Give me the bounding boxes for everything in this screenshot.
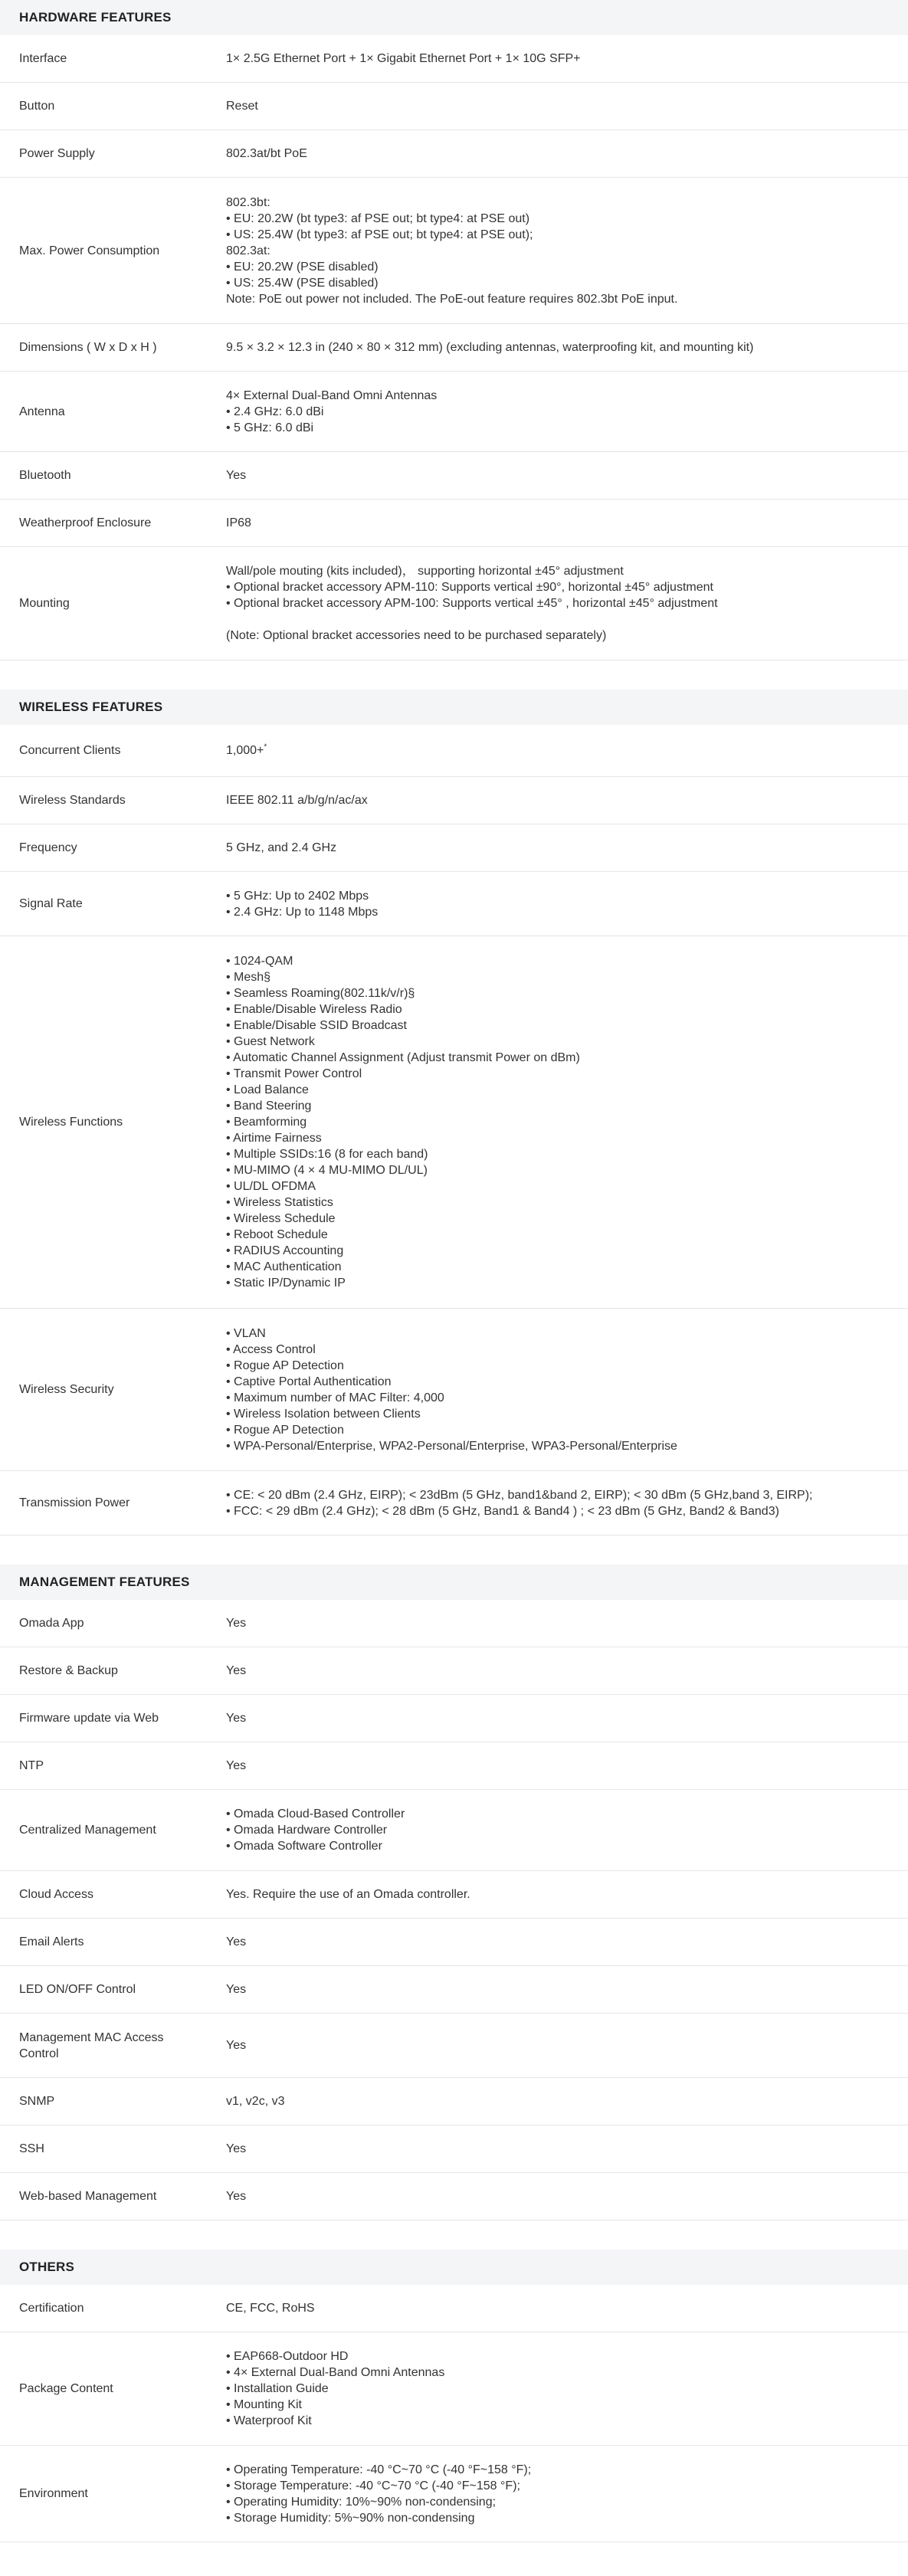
spec-value-line: 5 GHz, and 2.4 GHz [226, 841, 337, 854]
spec-label: Concurrent Clients [19, 744, 121, 757]
spec-row [0, 1695, 908, 1742]
spec-value-line: 802.3at/bt PoE [226, 147, 307, 160]
spec-value [226, 2141, 908, 2157]
section-hardware [0, 0, 908, 660]
section-title: WIRELESS FEATURES [0, 690, 908, 725]
spec-value-line: v1, v2c, v3 [226, 2095, 285, 2108]
spec-value-line: • UL/DL OFDMA [226, 1180, 316, 1193]
spec-value-line: Reset [226, 100, 258, 113]
spec-label: Certification [19, 2302, 84, 2315]
spec-label: Management MAC Access Control [19, 2030, 164, 2060]
spec-value [226, 953, 908, 1291]
spec-value-line: • MU-MIMO (4 × 4 MU-MIMO DL/UL) [226, 1164, 428, 1177]
spec-row [0, 1309, 908, 1471]
spec-label: Frequency [19, 841, 77, 854]
spec-value-line: Yes. Require the use of an Omada controller. [226, 1888, 470, 1901]
spec-value-line: • FCC: < 29 dBm (2.4 GHz); < 28 dBm (5 GHz, Band1 & Band4 ) ; < 23 dBm (5 GHz, Band2 & Band3) [226, 1504, 779, 1518]
spec-value [226, 2093, 908, 2109]
spec-label: Bluetooth [19, 469, 71, 482]
section-management [0, 1565, 908, 2220]
spec-value-text: 1,000+ [226, 744, 264, 757]
spec-value-line: • Operating Temperature: -40 °C~70 °C (-40 °F~158 °F); [226, 2463, 532, 2476]
spec-label: Power Supply [19, 147, 95, 160]
spec-value [226, 467, 908, 483]
spec-row [0, 2078, 908, 2125]
spec-value-line: IEEE 802.11 a/b/g/n/ac/ax [226, 794, 368, 807]
spec-value [226, 792, 908, 808]
spec-table [0, 35, 908, 660]
spec-label: Weatherproof Enclosure [19, 516, 152, 529]
spec-label: Mounting [19, 597, 70, 610]
spec-value-line: • 5 GHz: Up to 2402 Mbps [226, 889, 369, 903]
spec-value [226, 1934, 908, 1950]
spec-value-line: • Mesh§ [226, 971, 271, 984]
spec-label: NTP [19, 1759, 44, 1772]
spec-value-line: Yes [226, 2039, 247, 2052]
spec-value [226, 2037, 908, 2053]
spec-value-line: • Omada Software Controller [226, 1840, 382, 1853]
spec-label: SSH [19, 2142, 44, 2155]
spec-value-line: • Load Balance [226, 1083, 309, 1096]
spec-value-line: • Transmit Power Control [226, 1067, 362, 1080]
spec-value-line: • Omada Hardware Controller [226, 1824, 388, 1837]
spec-row [0, 1600, 908, 1647]
spec-value-line: 802.3bt: [226, 195, 270, 209]
spec-row [0, 872, 908, 936]
spec-row [0, 777, 908, 824]
spec-table [0, 2285, 908, 2542]
spec-value-line: • MAC Authentication [226, 1260, 342, 1273]
spec-row [0, 500, 908, 547]
spec-value-line: • Omada Cloud-Based Controller [226, 1807, 405, 1821]
spec-row [0, 2014, 908, 2078]
spec-value-line: • Maximum number of MAC Filter: 4,000 [226, 1391, 444, 1404]
spec-value-line: IP68 [226, 516, 251, 529]
spec-row [0, 1790, 908, 1871]
spec-value-line: Wall/pole mouting (kits included)， supporting horizontal ±45° adjustment [226, 565, 624, 578]
spec-row [0, 2173, 908, 2220]
spec-value [226, 388, 908, 436]
spec-label: Centralized Management [19, 1824, 156, 1837]
spec-value-line: • EAP668-Outdoor HD [226, 2350, 349, 2363]
spec-value-line: • Guest Network [226, 1035, 315, 1048]
spec-value [226, 840, 908, 856]
spec-row [0, 936, 908, 1309]
section-title: OTHERS [0, 2250, 908, 2285]
spec-value-line: • RADIUS Accounting [226, 1244, 344, 1257]
section-gap [0, 2220, 908, 2250]
spec-label: Interface [19, 52, 67, 65]
spec-value-line: • Access Control [226, 1342, 316, 1356]
spec-label: Antenna [19, 405, 65, 418]
spec-value-line: • Installation Guide [226, 2382, 329, 2395]
spec-value-line: • Rogue AP Detection [226, 1358, 344, 1372]
spec-row [0, 1871, 908, 1919]
spec-value-line: • CE: < 20 dBm (2.4 GHz, EIRP); < 23dBm (5 GHz, band1&band 2, EIRP); < 30 dBm (5 GHz,band 3, EIRP); [226, 1488, 813, 1502]
spec-value [226, 1326, 908, 1454]
spec-value-line: • Storage Humidity: 5%~90% non-condensing [226, 2511, 475, 2525]
spec-value-line: 4× External Dual-Band Omni Antennas [226, 388, 438, 402]
spec-row [0, 1742, 908, 1790]
spec-label: Max. Power Consumption [19, 244, 160, 257]
spec-label: Email Alerts [19, 1935, 84, 1948]
spec-row [0, 1966, 908, 2014]
spec-value-line: • Automatic Channel Assignment (Adjust transmit Power on dBm) [226, 1051, 580, 1064]
spec-value-line: • US: 25.4W (bt type3: af PSE out; bt type4: at PSE out); [226, 228, 533, 241]
spec-value-line: 1× 2.5G Ethernet Port + 1× Gigabit Ethernet Port + 1× 10G SFP+ [226, 52, 581, 65]
spec-table [0, 1600, 908, 2220]
spec-value [226, 146, 908, 162]
spec-value-line: • Rogue AP Detection [226, 1423, 344, 1437]
spec-label: Wireless Standards [19, 794, 126, 807]
spec-row [0, 547, 908, 660]
spec-value-line: Note: PoE out power not included. The PoE-out feature requires 802.3bt PoE input. [226, 292, 678, 306]
spec-value [226, 1886, 908, 1903]
spec-value [226, 888, 908, 920]
spec-value-line: • Optional bracket accessory APM-110: Supports vertical ±90°, horizontal ±45° adjustment [226, 581, 713, 594]
spec-value [226, 1615, 908, 1631]
spec-value [226, 1758, 908, 1774]
spec-value [226, 339, 908, 356]
spec-value [226, 1710, 908, 1726]
spec-value-line: Yes [226, 1983, 247, 1996]
spec-value-line: Yes [226, 1712, 247, 1725]
spec-value [226, 1981, 908, 1998]
spec-value-line: • WPA-Personal/Enterprise, WPA2-Personal/Enterprise, WPA3-Personal/Enterprise [226, 1439, 677, 1453]
spec-value-line: • 2.4 GHz: Up to 1148 Mbps [226, 905, 379, 919]
spec-value-line: • 5 GHz: 6.0 dBi [226, 421, 314, 434]
spec-row [0, 372, 908, 452]
spec-row [0, 1919, 908, 1966]
spec-value-line: • Wireless Isolation between Clients [226, 1407, 421, 1421]
spec-label: Wireless Security [19, 1383, 114, 1396]
spec-value-line: • Beamforming [226, 1116, 307, 1129]
spec-label: Dimensions ( W x D x H ) [19, 341, 157, 354]
spec-value-line: (Note: Optional bracket accessories need to be purchased separately) [226, 629, 607, 642]
spec-label: Omada App [19, 1617, 84, 1630]
spec-value-line: • Operating Humidity: 10%~90% non-condensing; [226, 2495, 497, 2509]
spec-value-line: • 4× External Dual-Band Omni Antennas [226, 2366, 445, 2379]
spec-row [0, 1647, 908, 1695]
spec-row [0, 824, 908, 872]
spec-value-line: • Storage Temperature: -40 °C~70 °C (-40 °F~158 °F); [226, 2479, 520, 2492]
spec-value-line: CE, FCC, RoHS [226, 2302, 315, 2315]
spec-value [226, 2300, 908, 2316]
spec-row [0, 130, 908, 178]
spec-value-line: Yes [226, 1759, 247, 1772]
spec-value-line: • Enable/Disable SSID Broadcast [226, 1019, 407, 1032]
spec-value-line: • Enable/Disable Wireless Radio [226, 1003, 402, 1016]
spec-label: Transmission Power [19, 1496, 130, 1509]
spec-value-line: • Optional bracket accessory APM-100: Supports vertical ±45° , horizontal ±45° adjustment [226, 597, 718, 610]
section-gap [0, 1535, 908, 1565]
spec-value-line: Yes [226, 469, 247, 482]
spec-value-line: • EU: 20.2W (bt type3: af PSE out; bt type4: at PSE out) [226, 211, 530, 225]
spec-value-line: Yes [226, 1617, 247, 1630]
section-gap [0, 660, 908, 690]
spec-value [226, 51, 908, 67]
spec-value-line: • Multiple SSIDs:16 (8 for each band) [226, 1148, 428, 1161]
spec-value-line: • Seamless Roaming(802.11k/v/r)§ [226, 987, 415, 1000]
section-others [0, 2250, 908, 2542]
spec-row [0, 1471, 908, 1535]
spec-value-line: • Reboot Schedule [226, 1228, 328, 1241]
spec-value [226, 1487, 908, 1519]
spec-value-line: 9.5 × 3.2 × 12.3 in (240 × 80 × 312 mm) (excluding antennas, waterproofing kit, and mounting kit) [226, 341, 754, 354]
spec-value [226, 2462, 908, 2526]
spec-value-line: Yes [226, 1664, 247, 1677]
spec-label: Firmware update via Web [19, 1712, 159, 1725]
spec-value-line: • Wireless Statistics [226, 1196, 333, 1209]
spec-value-line: • Waterproof Kit [226, 2414, 312, 2427]
spec-value-line: • 1024-QAM [226, 955, 293, 968]
spec-value-line: • 2.4 GHz: 6.0 dBi [226, 405, 324, 418]
spec-value-line [226, 742, 893, 759]
spec-value-line: Yes [226, 2142, 247, 2155]
spec-value-line: • Static IP/Dynamic IP [226, 1277, 346, 1290]
spec-value [226, 742, 908, 759]
spec-value [226, 195, 908, 307]
spec-label: Button [19, 100, 55, 113]
spec-label: Wireless Functions [19, 1116, 123, 1129]
spec-label: Package Content [19, 2382, 113, 2395]
spec-value [226, 1663, 908, 1679]
spec-row [0, 2446, 908, 2542]
spec-label: Restore & Backup [19, 1664, 118, 1677]
spec-row [0, 2125, 908, 2173]
spec-row [0, 2285, 908, 2332]
spec-value [226, 563, 908, 644]
spec-value [226, 98, 908, 114]
spec-label: SNMP [19, 2095, 55, 2108]
spec-value-line: • Mounting Kit [226, 2398, 302, 2411]
spec-row [0, 324, 908, 372]
spec-value [226, 515, 908, 531]
spec-table [0, 725, 908, 1535]
spec-value-line: 802.3at: [226, 244, 270, 257]
spec-label: Environment [19, 2487, 88, 2500]
spec-value-line: • US: 25.4W (PSE disabled) [226, 276, 379, 290]
spec-label: LED ON/OFF Control [19, 1983, 136, 1996]
spec-row [0, 35, 908, 83]
spec-row [0, 452, 908, 500]
spec-value-line: • Wireless Schedule [226, 1212, 336, 1225]
footnote-mark: * [264, 742, 267, 752]
spec-row [0, 178, 908, 324]
spec-value-line: • VLAN [226, 1326, 266, 1340]
spec-value-line: Yes [226, 1935, 247, 1948]
spec-row [0, 2332, 908, 2446]
spec-value-line: Yes [226, 2190, 247, 2203]
spec-value-line: • Airtime Fairness [226, 1132, 322, 1145]
spec-label: Cloud Access [19, 1888, 93, 1901]
section-title: MANAGEMENT FEATURES [0, 1565, 908, 1600]
spec-value-line: • EU: 20.2W (PSE disabled) [226, 260, 379, 274]
spec-row [0, 725, 908, 777]
section-wireless [0, 690, 908, 1535]
spec-value-line: • Band Steering [226, 1100, 312, 1113]
spec-value-line [226, 611, 893, 628]
spec-label: Signal Rate [19, 897, 83, 910]
spec-value [226, 2188, 908, 2204]
spec-row [0, 83, 908, 130]
spec-value [226, 2348, 908, 2429]
spec-value-line: • Captive Portal Authentication [226, 1375, 392, 1388]
section-title: HARDWARE FEATURES [0, 0, 908, 35]
spec-label: Web-based Management [19, 2190, 157, 2203]
spec-value [226, 1806, 908, 1854]
